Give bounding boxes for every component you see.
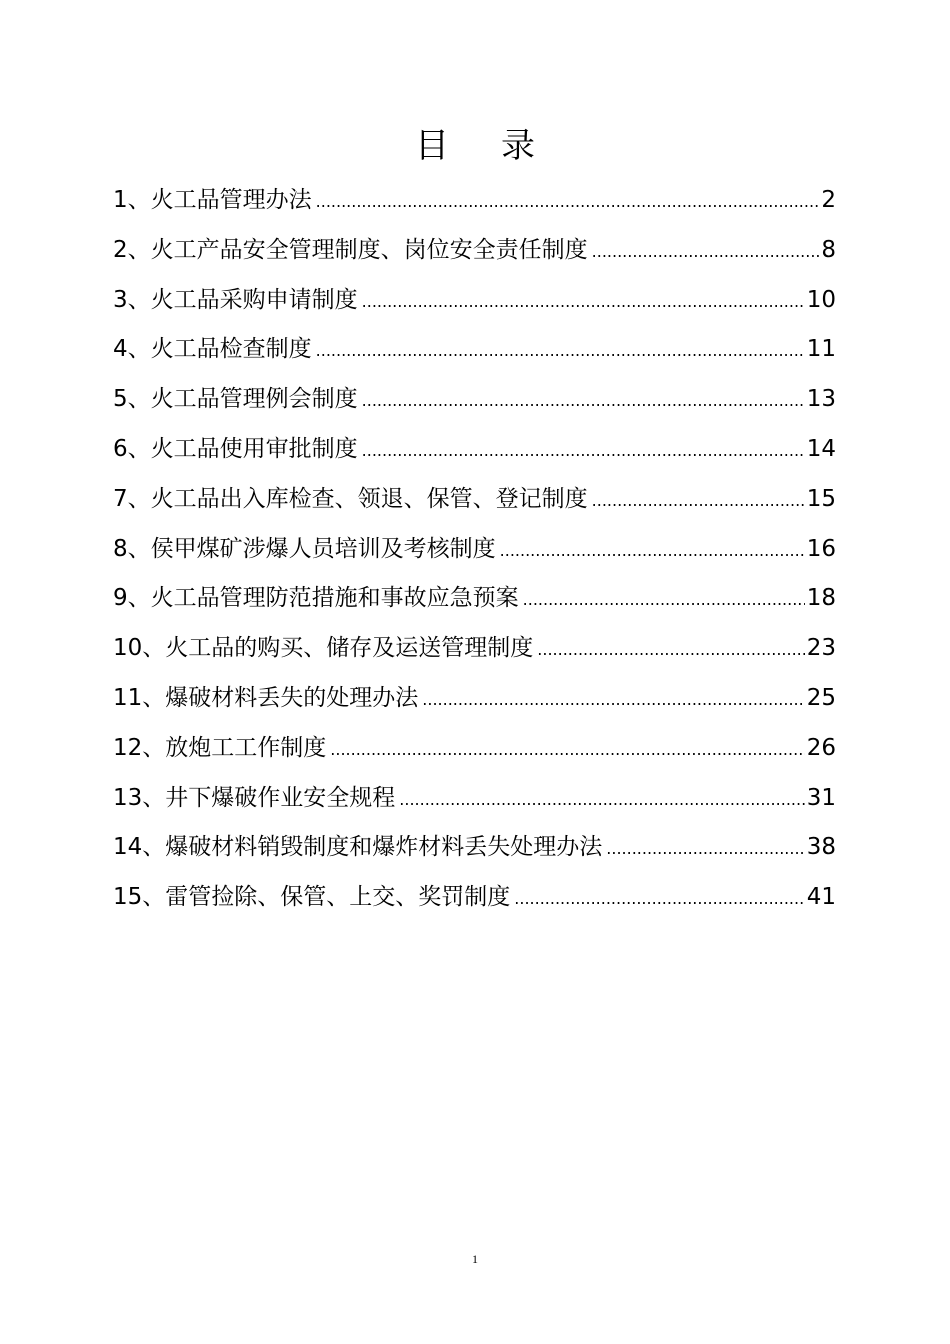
toc-dot-leader xyxy=(362,277,805,327)
toc-entry-text: 6、火工品使用审批制度 xyxy=(113,435,358,462)
toc-entry-page: 25 xyxy=(806,684,836,711)
toc-entry-text: 1、火工品管理办法 xyxy=(113,187,312,213)
toc-entry-text: 15、雷管捡除、保管、上交、奖罚制度 xyxy=(113,884,511,911)
toc-title-part-1: 目 xyxy=(415,126,449,166)
toc-entry-page: 14 xyxy=(806,435,836,462)
toc-entry-text: 5、火工品管理例会制度 xyxy=(113,386,358,413)
toc-entry-page: 10 xyxy=(806,286,836,313)
toc-dot-leader xyxy=(500,526,805,576)
toc-entry-8[interactable] xyxy=(113,525,836,575)
toc-title xyxy=(0,122,950,170)
toc-dot-leader xyxy=(399,775,804,825)
toc-entry-text: 13、井下爆破作业安全规程 xyxy=(113,784,396,811)
toc-entry-text: 4、火工品检查制度 xyxy=(113,336,312,363)
toc-entry-text: 12、放炮工工作制度 xyxy=(113,734,327,761)
toc-entry-page: 31 xyxy=(806,784,836,811)
toc-entry-page: 13 xyxy=(806,386,836,413)
toc-entry-15[interactable] xyxy=(113,873,836,923)
toc-entry-1[interactable] xyxy=(113,176,836,226)
toc-entry-10[interactable] xyxy=(113,624,836,674)
toc-entry-4[interactable] xyxy=(113,325,836,375)
toc-dot-leader xyxy=(592,227,820,277)
toc-dot-leader xyxy=(422,675,804,725)
toc-entry-9[interactable] xyxy=(113,574,836,624)
toc-dot-leader xyxy=(316,326,805,376)
toc-entry-text: 14、爆破材料销毁制度和爆炸材料丢失处理办法 xyxy=(113,834,603,861)
toc-entry-page: 16 xyxy=(806,535,836,562)
toc-dot-leader xyxy=(514,874,804,924)
toc-entry-6[interactable] xyxy=(113,425,836,475)
toc-entry-page: 15 xyxy=(806,485,836,512)
toc-entry-text: 9、火工品管理防范措施和事故应急预案 xyxy=(113,585,519,612)
toc-title-part-2: 录 xyxy=(501,126,535,166)
toc-dot-leader xyxy=(523,575,805,625)
toc-entry-text: 2、火工产品安全管理制度、岗位安全责任制度 xyxy=(113,236,588,263)
toc-entry-page: 41 xyxy=(806,884,836,911)
toc-dot-leader xyxy=(362,426,805,476)
toc-entry-3[interactable] xyxy=(113,276,836,326)
toc-entry-page: 26 xyxy=(806,734,836,761)
toc-entry-page: 8 xyxy=(821,236,836,263)
toc-list xyxy=(113,176,836,923)
toc-dot-leader xyxy=(592,476,805,526)
toc-entry-13[interactable] xyxy=(113,774,836,824)
toc-entry-11[interactable] xyxy=(113,674,836,724)
toc-entry-7[interactable] xyxy=(113,475,836,525)
toc-entry-text: 8、侯甲煤矿涉爆人员培训及考核制度 xyxy=(113,535,496,562)
page-number: 1 xyxy=(472,1252,478,1266)
toc-entry-page: 18 xyxy=(806,585,836,612)
toc-entry-2[interactable] xyxy=(113,226,836,276)
toc-entry-text: 11、爆破材料丢失的处理办法 xyxy=(113,684,419,711)
toc-entry-text: 3、火工品采购申请制度 xyxy=(113,286,358,313)
toc-dot-leader xyxy=(537,625,804,675)
toc-dot-leader xyxy=(606,824,804,874)
toc-entry-page: 11 xyxy=(806,336,836,363)
toc-entry-14[interactable] xyxy=(113,823,836,873)
toc-entry-page: 38 xyxy=(806,834,836,861)
toc-dot-leader xyxy=(330,725,804,775)
toc-dot-leader xyxy=(362,376,805,426)
toc-dot-leader xyxy=(316,177,820,227)
toc-entry-text: 10、火工品的购买、储存及运送管理制度 xyxy=(113,635,534,662)
toc-entry-text: 7、火工品出入库检查、领退、保管、登记制度 xyxy=(113,485,588,512)
toc-entry-page: 23 xyxy=(806,635,836,662)
toc-entry-5[interactable] xyxy=(113,375,836,425)
toc-entry-12[interactable] xyxy=(113,724,836,774)
toc-entry-page: 2 xyxy=(821,187,836,213)
